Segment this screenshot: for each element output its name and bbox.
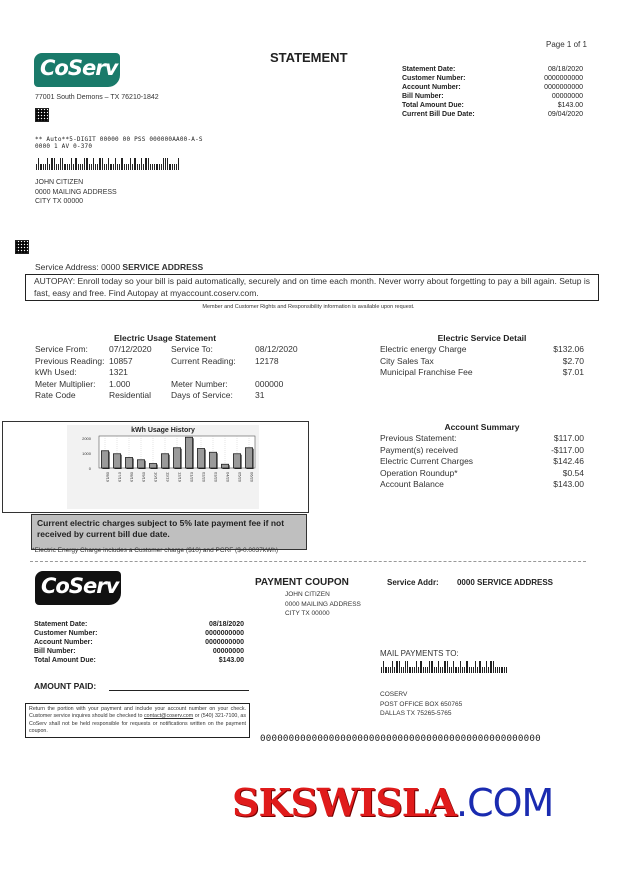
- coupon-info-value: 00000000: [212, 648, 244, 655]
- usage-cell-v2: [255, 367, 315, 379]
- usage-cell-v2: 08/12/2020: [255, 344, 298, 354]
- barcode-bar: [119, 164, 120, 170]
- barcode-bar: [501, 667, 502, 673]
- coserv-logo-coupon: [35, 571, 121, 605]
- usage-statement: [35, 333, 315, 402]
- amount-label: City Sales Tax: [380, 355, 434, 366]
- barcode-bar: [458, 667, 459, 673]
- page-title: STATEMENT: [270, 50, 348, 65]
- barcode-bar: [128, 164, 129, 170]
- bar-10: [221, 464, 228, 468]
- statement-info-value: 09/04/2020: [547, 111, 583, 118]
- amount-row: [380, 356, 584, 368]
- postal-line-1: ** Auto**5-DIGIT 00000 00 PSS 000000AA00-A-S: [35, 136, 203, 143]
- coupon-info-label: Bill Number:: [34, 648, 76, 655]
- amount-label: Account Balance: [380, 479, 444, 489]
- barcode-bar: [394, 667, 395, 673]
- barcode-bar: [58, 164, 59, 170]
- bar-8: [197, 449, 204, 469]
- recipient-street: 0000 MAILING ADDRESS: [35, 188, 117, 196]
- bar-9: [209, 452, 216, 468]
- bar-6: [173, 448, 180, 468]
- bar-2: [125, 458, 132, 469]
- amount-label: Electric Current Charges: [380, 456, 474, 466]
- barcode-bar: [434, 667, 435, 673]
- return-note-text-end: or (540) 321-7100, as CoServ shall not be held responsible for requests or notifications written on the payment coupon.: [29, 713, 246, 734]
- logo-text-coupon: CoServ: [41, 574, 119, 598]
- statement-info-label: Total Amount Due:: [402, 102, 464, 109]
- coupon-info-label: Account Number:: [34, 639, 93, 646]
- usage-cell-v2: 31: [255, 390, 265, 400]
- bar-7: [185, 437, 192, 468]
- usage-cell-v2: 000000: [255, 378, 284, 389]
- barcode-bar: [464, 667, 465, 673]
- footnote: *Electric Energy Charge includes a Customer charge ($10) and PCRF ($-0.0037kWh): [32, 547, 279, 554]
- autopay-notice: AUTOPAY: Enroll today so your bill is paid automatically, securely and on time each month. Never worry about forgetting to pay a bill again. Setup is fast, easy and free. Find Autopay at myaccount.coserv.com.: [25, 274, 599, 301]
- barcode-bar: [54, 158, 55, 170]
- amount-paid-field[interactable]: [109, 689, 249, 691]
- usage-cell-l2: Current Reading:: [171, 355, 236, 366]
- barcode-bar: [36, 164, 37, 170]
- barcode-bar: [499, 667, 500, 673]
- return-note: [25, 703, 250, 738]
- y-tick-label: 1000: [82, 451, 91, 456]
- watermark: [232, 780, 553, 825]
- barcode-bar: [451, 667, 452, 673]
- amount-value: $142.46: [553, 456, 584, 466]
- usage-cell-v1: 1.000: [109, 378, 131, 389]
- barcode-bar: [141, 158, 142, 170]
- usage-history-chart: [2, 421, 309, 513]
- statement-info-label: Current Bill Due Date:: [402, 111, 475, 118]
- barcode-bar: [167, 158, 168, 170]
- barcode-bar: [95, 164, 96, 170]
- barcode-bar: [60, 158, 61, 170]
- qr-code-small-icon: [15, 240, 29, 254]
- amount-label: Previous Statement:: [380, 433, 457, 443]
- amount-value: -$117.00: [551, 444, 584, 455]
- statement-info-label: Statement Date:: [402, 66, 456, 73]
- barcode-bar: [104, 164, 105, 170]
- barcode-bar: [139, 164, 140, 170]
- barcode-bar: [132, 164, 133, 170]
- barcode-bar: [102, 158, 103, 170]
- statement-info-value: 0000000000: [544, 84, 583, 91]
- statement-info-value: 08/18/2020: [547, 66, 583, 73]
- postal-barcode: [36, 158, 179, 170]
- x-tick-label: 05/20: [237, 472, 243, 483]
- barcode-bar: [97, 164, 98, 170]
- coupon-city: CITY TX 00000: [285, 610, 330, 617]
- watermark-part1: SKSWISLA: [232, 780, 457, 825]
- barcode-bar: [45, 164, 46, 170]
- amount-value: $117.00: [553, 433, 584, 443]
- barcode-bar: [99, 158, 100, 170]
- barcode-bar: [473, 667, 474, 673]
- amount-value: $2.70: [562, 355, 584, 366]
- coserv-logo: [34, 53, 120, 87]
- barcode-bar: [392, 661, 393, 673]
- statement-info-row: [402, 74, 583, 83]
- coupon-info-value: 0000000000: [205, 639, 244, 646]
- barcode-bar: [493, 661, 494, 673]
- barcode-bar: [420, 661, 421, 673]
- barcode-bar: [442, 667, 443, 673]
- recipient-name: JOHN CITIZEN: [35, 179, 84, 186]
- coupon-info-row: [34, 620, 244, 629]
- barcode-bar: [414, 667, 415, 673]
- usage-cell-l2: Days of Service:: [171, 390, 233, 400]
- usage-cell-l2: Service To:: [171, 344, 213, 354]
- barcode-bar: [477, 667, 478, 673]
- barcode-bar: [495, 667, 496, 673]
- account-summary-title: Account Summary: [444, 422, 520, 432]
- bar-11: [233, 454, 240, 468]
- usage-row: [35, 344, 315, 356]
- service-address-label: Service Address: 0000: [35, 262, 123, 272]
- coupon-service-addr-value: 0000 SERVICE ADDRESS: [456, 578, 554, 587]
- amount-row: [380, 344, 584, 356]
- coupon-service-addr-label: Service Addr:: [387, 578, 439, 587]
- amount-value: $132.06: [553, 344, 584, 354]
- page-number: Page 1 of 1: [546, 40, 587, 49]
- usage-cell-v1: 1321: [109, 367, 128, 377]
- usage-cell-l2: Meter Number:: [171, 378, 228, 389]
- usage-statement-title: Electric Usage Statement: [114, 333, 217, 343]
- barcode-bar: [438, 661, 439, 673]
- amount-value: $0.54: [562, 467, 584, 478]
- account-summary: [380, 422, 584, 491]
- bar-5: [161, 454, 168, 468]
- usage-cell-l1: Rate Code: [35, 390, 76, 400]
- barcode-bar: [143, 164, 144, 170]
- barcode-bar: [504, 667, 505, 673]
- barcode-bar: [156, 164, 157, 170]
- x-tick-label: 01/20: [189, 472, 195, 483]
- barcode-bar: [455, 667, 456, 673]
- barcode-bar: [429, 661, 430, 673]
- coupon-info-row: [34, 638, 244, 647]
- barcode-bar: [154, 164, 155, 170]
- coupon-mailing-address: [285, 590, 361, 619]
- coupon-info-label: Total Amount Due:: [34, 657, 96, 664]
- coupon-info-value: 0000000000: [205, 630, 244, 637]
- barcode-bar: [403, 667, 404, 673]
- barcode-bar: [117, 164, 118, 170]
- x-tick-label: 08/19: [129, 472, 135, 483]
- barcode-bar: [82, 164, 83, 170]
- barcode-bar: [163, 158, 164, 170]
- late-fee-notice: Current electric charges subject to 5% late payment fee if not received by current bill due date.: [31, 514, 307, 550]
- barcode-bar: [401, 667, 402, 673]
- barcode-bar: [412, 667, 413, 673]
- barcode-bar: [152, 164, 153, 170]
- postal-line-2: 0000 1 AV 0-370: [35, 143, 93, 150]
- mailing-address: [35, 178, 117, 207]
- coupon-info-label: Statement Date:: [34, 621, 88, 628]
- chart-svg: [3, 422, 308, 512]
- x-tick-label: 02/20: [201, 472, 207, 483]
- amount-paid-label: AMOUNT PAID:: [34, 681, 97, 691]
- barcode-bar: [418, 667, 419, 673]
- statement-info-row: [402, 65, 583, 74]
- barcode-bar: [427, 667, 428, 673]
- amount-label: Payment(s) received: [380, 444, 458, 455]
- amount-row: [380, 479, 584, 491]
- barcode-bar: [148, 158, 149, 170]
- barcode-bar: [159, 164, 160, 170]
- ocr-scanline: 0000000000000000000000000000000000000000000000000: [260, 733, 541, 744]
- usage-cell-l1: Service From:: [35, 344, 88, 354]
- usage-row: [35, 379, 315, 391]
- barcode-bar: [80, 164, 81, 170]
- y-tick-label: 0: [88, 466, 91, 471]
- amount-row: [380, 367, 584, 379]
- x-tick-label: 10/19: [153, 472, 159, 483]
- barcode-bar: [447, 661, 448, 673]
- barcode-bar: [172, 164, 173, 170]
- barcode-bar: [471, 667, 472, 673]
- y-tick-label: 2000: [82, 436, 91, 441]
- barcode-bar: [431, 661, 432, 673]
- x-tick-label: 11/19: [165, 472, 171, 482]
- barcode-bar: [71, 158, 72, 170]
- statement-info-row: [402, 101, 583, 110]
- barcode-bar: [126, 164, 127, 170]
- coupon-info-row: [34, 647, 244, 656]
- barcode-bar: [150, 164, 151, 170]
- barcode-bar: [67, 164, 68, 170]
- barcode-bar: [38, 158, 39, 170]
- statement-info: [402, 65, 583, 119]
- bar-1: [113, 454, 120, 468]
- barcode-bar: [453, 661, 454, 673]
- bar-0: [101, 451, 108, 468]
- barcode-bar: [407, 661, 408, 673]
- barcode-bar: [436, 667, 437, 673]
- statement-info-value: $143.00: [557, 102, 583, 109]
- usage-cell-l2: [171, 367, 255, 379]
- coupon-title: PAYMENT COUPON: [255, 577, 349, 588]
- bar-12: [245, 448, 252, 468]
- barcode-bar: [115, 158, 116, 170]
- usage-cell-v2: 12178: [255, 355, 279, 366]
- statement-info-row: [402, 83, 583, 92]
- barcode-bar: [440, 667, 441, 673]
- mail-payments-label: MAIL PAYMENTS TO:: [380, 649, 459, 658]
- barcode-bar: [47, 158, 48, 170]
- coupon-info: [34, 620, 244, 665]
- barcode-bar: [449, 667, 450, 673]
- barcode-bar: [497, 667, 498, 673]
- chart-title: kWh Usage History: [131, 427, 195, 434]
- barcode-bar: [469, 667, 470, 673]
- barcode-bar: [381, 667, 382, 673]
- service-detail: [380, 333, 584, 379]
- barcode-bar: [388, 667, 389, 673]
- coupon-cut-line: [30, 561, 586, 562]
- barcode-bar: [84, 158, 85, 170]
- statement-info-row: [402, 110, 583, 119]
- barcode-bar: [174, 164, 175, 170]
- barcode-bar: [75, 158, 76, 170]
- coupon-info-label: Customer Number:: [34, 630, 98, 637]
- statement-info-row: [402, 92, 583, 101]
- barcode-bar: [62, 158, 63, 170]
- usage-cell-v1: 10857: [109, 355, 133, 366]
- company-address: 77001 South Demons – TX 76210-1842: [35, 94, 159, 101]
- amount-value: $7.01: [562, 367, 584, 377]
- amount-row: [380, 468, 584, 480]
- barcode-bar: [490, 661, 491, 673]
- barcode-bar: [466, 661, 467, 673]
- barcode-bar: [479, 661, 480, 673]
- barcode-bar: [56, 164, 57, 170]
- x-tick-label: 07/19: [117, 472, 123, 483]
- barcode-bar: [124, 164, 125, 170]
- amount-row: [380, 456, 584, 468]
- watermark-part2: .COM: [456, 781, 554, 825]
- barcode-bar: [165, 158, 166, 170]
- barcode-bar: [176, 164, 177, 170]
- x-tick-label: 06/20: [249, 472, 255, 483]
- barcode-bar: [484, 667, 485, 673]
- barcode-bar: [134, 158, 135, 170]
- barcode-bar: [178, 158, 179, 170]
- usage-cell-v1: 07/12/2020: [109, 344, 152, 354]
- barcode-bar: [506, 667, 507, 673]
- barcode-bar: [416, 661, 417, 673]
- x-tick-label: 04/20: [225, 472, 231, 483]
- coupon-street: 0000 MAILING ADDRESS: [285, 600, 361, 608]
- remit-city: DALLAS TX 75265-5765: [380, 710, 452, 717]
- amount-label: Municipal Franchise Fee: [380, 367, 473, 377]
- service-address-value: SERVICE ADDRESS: [122, 262, 204, 272]
- barcode-bar: [409, 667, 410, 673]
- coupon-service-addr: [387, 578, 553, 587]
- barcode-bar: [121, 158, 122, 170]
- postal-code-line: [35, 136, 203, 150]
- amount-row: [380, 433, 584, 445]
- service-address: [35, 262, 203, 272]
- statement-info-label: Customer Number:: [402, 75, 466, 82]
- barcode-bar: [108, 158, 109, 170]
- barcode-bar: [78, 164, 79, 170]
- barcode-bar: [86, 158, 87, 170]
- barcode-bar: [396, 661, 397, 673]
- barcode-bar: [73, 164, 74, 170]
- coupon-info-row: [34, 629, 244, 638]
- barcode-bar: [137, 164, 138, 170]
- remit-address: [380, 690, 462, 719]
- usage-row: [35, 367, 315, 379]
- barcode-bar: [106, 164, 107, 170]
- barcode-bar: [385, 667, 386, 673]
- amount-label: Electric energy Charge: [380, 344, 467, 354]
- usage-cell-l1: kWh Used:: [35, 367, 77, 377]
- x-tick-label: 12/19: [177, 472, 183, 483]
- barcode-bar: [444, 661, 445, 673]
- coupon-info-value: $143.00: [218, 657, 244, 664]
- rights-notice: Member and Customer Rights and Responsibility information is available upon request.: [202, 304, 415, 310]
- barcode-bar: [51, 158, 52, 170]
- statement-info-value: 00000000: [551, 93, 583, 100]
- barcode-bar: [145, 158, 146, 170]
- barcode-bar: [93, 158, 94, 170]
- barcode-bar: [40, 164, 41, 170]
- amount-row: [380, 445, 584, 457]
- barcode-bar: [49, 164, 50, 170]
- remit-barcode: [381, 661, 507, 673]
- barcode-bar: [43, 164, 44, 170]
- barcode-bar: [405, 661, 406, 673]
- barcode-bar: [161, 164, 162, 170]
- coupon-info-value: 08/18/2020: [208, 621, 244, 628]
- barcode-bar: [89, 164, 90, 170]
- barcode-bar: [482, 667, 483, 673]
- barcode-bar: [425, 667, 426, 673]
- barcode-bar: [462, 667, 463, 673]
- return-note-text: Return the portion with your payment and include your account number on your check. Customer service inquires should be checked to: [29, 706, 246, 720]
- amount-value: $143.00: [553, 479, 584, 489]
- bar-4: [149, 464, 156, 469]
- barcode-bar: [64, 164, 65, 170]
- barcode-bar: [488, 667, 489, 673]
- x-tick-label: 08/19: [105, 472, 111, 483]
- statement-info-label: Account Number:: [402, 84, 461, 91]
- qr-code-icon: [35, 108, 49, 122]
- recipient-city: CITY TX 00000: [35, 198, 83, 205]
- usage-cell-l1: Previous Reading:: [35, 355, 105, 366]
- contact-email-link[interactable]: contact@coserv.com: [143, 713, 194, 720]
- x-tick-label: 03/20: [213, 472, 219, 483]
- barcode-bar: [110, 164, 111, 170]
- coupon-info-row: [34, 656, 244, 665]
- x-tick-label: 09/19: [141, 472, 147, 483]
- usage-cell-v1: Residential: [109, 390, 152, 400]
- statement-info-value: 0000000000: [544, 75, 583, 82]
- logo-text: CoServ: [40, 56, 118, 80]
- remit-box: POST OFFICE BOX 650765: [380, 700, 463, 708]
- barcode-bar: [383, 661, 384, 673]
- barcode-bar: [423, 667, 424, 673]
- barcode-bar: [130, 158, 131, 170]
- usage-row: [35, 390, 315, 402]
- barcode-bar: [486, 661, 487, 673]
- remit-name: COSERV: [380, 691, 408, 698]
- barcode-bar: [390, 667, 391, 673]
- statement-info-label: Bill Number:: [402, 93, 444, 100]
- coupon-name: JOHN CITIZEN: [285, 591, 330, 598]
- amount-label: Operation Roundup*: [380, 467, 458, 478]
- usage-cell-l1: Meter Multiplier:: [35, 378, 96, 389]
- barcode-bar: [475, 661, 476, 673]
- barcode-bar: [460, 661, 461, 673]
- bar-3: [137, 460, 144, 468]
- barcode-bar: [113, 164, 114, 170]
- usage-row: [35, 356, 315, 368]
- barcode-bar: [399, 661, 400, 673]
- barcode-bar: [169, 164, 170, 170]
- service-detail-title: Electric Service Detail: [437, 333, 527, 343]
- barcode-bar: [91, 164, 92, 170]
- barcode-bar: [69, 164, 70, 170]
